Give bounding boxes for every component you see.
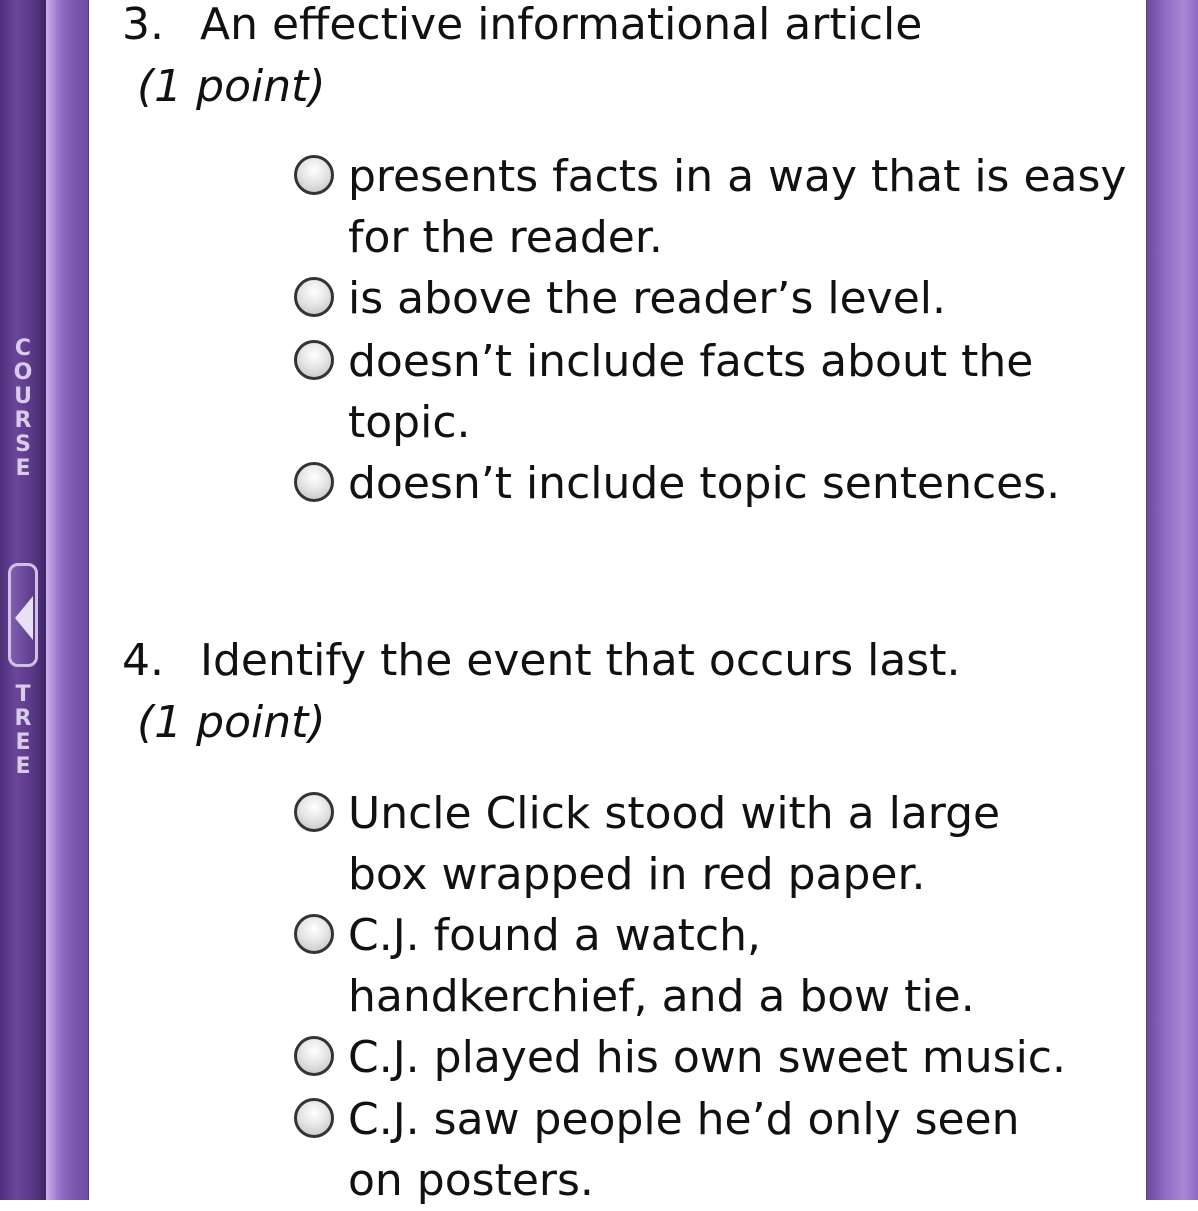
tree-letter: E bbox=[15, 754, 31, 779]
option-label: C.J. found a watch, handkerchief, and a bow tie. bbox=[348, 910, 975, 1022]
course-letter: U bbox=[14, 384, 32, 409]
option-label: doesn’t include topic sentences. bbox=[348, 458, 1061, 509]
course-tree-sidebar bbox=[0, 0, 46, 1200]
course-tree-toggle-button[interactable] bbox=[8, 563, 38, 667]
question-text: An effective informational article bbox=[200, 0, 923, 50]
option-label: doesn’t include facts about the topic. bbox=[348, 336, 1034, 448]
course-letter: S bbox=[15, 432, 31, 457]
tree-letter: R bbox=[14, 706, 32, 731]
option-label: Uncle Click stood with a large box wrapped in red paper. bbox=[348, 788, 1001, 900]
course-letter: E bbox=[15, 456, 31, 481]
option-label: C.J. saw people he’d only seen on posters. bbox=[348, 1094, 1020, 1206]
question-number: 3. bbox=[122, 0, 164, 50]
question-3-prompt bbox=[122, 0, 922, 52]
question-3-points: (1 point) bbox=[137, 61, 326, 112]
course-letter: R bbox=[14, 408, 32, 433]
collapse-left-arrow-icon bbox=[15, 596, 33, 640]
sidebar-edge bbox=[46, 0, 56, 1200]
option-label: presents facts in a way that is easy for the reader. bbox=[348, 151, 1127, 263]
content-frame-left bbox=[56, 0, 89, 1200]
course-label bbox=[0, 337, 46, 481]
radio-button[interactable] bbox=[294, 277, 334, 317]
course-letter: C bbox=[14, 336, 32, 361]
tree-label bbox=[0, 683, 46, 779]
course-letter: O bbox=[13, 360, 33, 385]
radio-button[interactable] bbox=[294, 1036, 334, 1076]
question-text: Identify the event that occurs last. bbox=[200, 635, 961, 686]
tree-letter: E bbox=[15, 730, 31, 755]
content-frame-right bbox=[1146, 0, 1198, 1200]
option-label: is above the reader’s level. bbox=[348, 273, 946, 324]
radio-button[interactable] bbox=[294, 340, 334, 380]
radio-button[interactable] bbox=[294, 1098, 334, 1138]
tree-letter: T bbox=[15, 682, 31, 707]
radio-button[interactable] bbox=[294, 792, 334, 832]
radio-button[interactable] bbox=[294, 462, 334, 502]
question-number: 4. bbox=[122, 635, 164, 686]
radio-button[interactable] bbox=[294, 155, 334, 195]
radio-button[interactable] bbox=[294, 914, 334, 954]
question-4-points: (1 point) bbox=[137, 697, 326, 748]
option-label: C.J. played his own sweet music. bbox=[348, 1032, 1066, 1083]
question-4-prompt bbox=[122, 634, 960, 688]
